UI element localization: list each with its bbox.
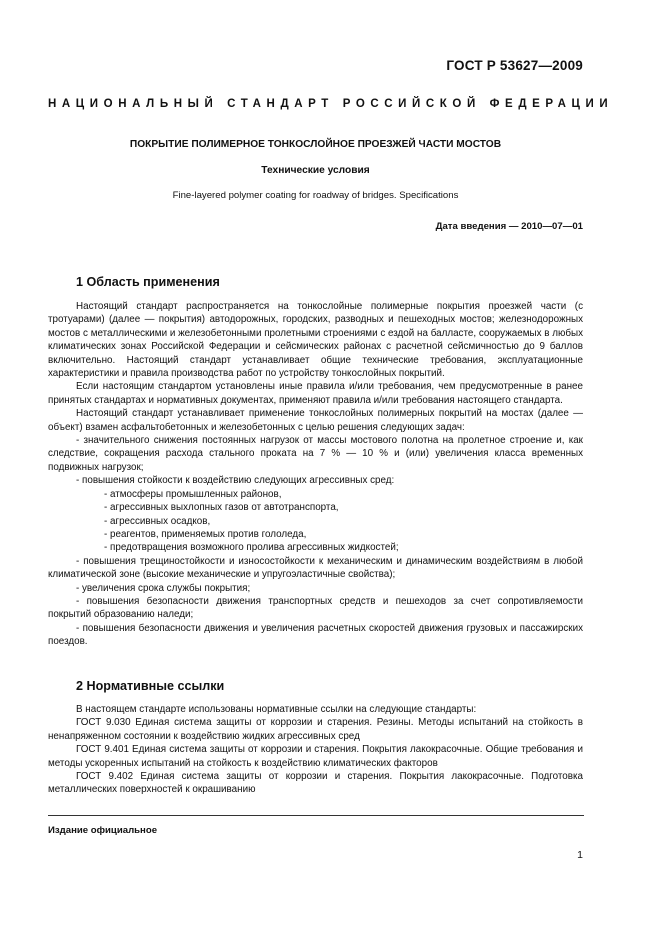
paragraph: Если настоящим стандартом установлены иные правила и/или требования, чем предусмотренные в ранее принятых стандартах и нормативных документах, применяют правила и/или требования настоящего стандарта.: [48, 381, 583, 406]
list-item: - повышения безопасности движения транспортных средств и пешеходов за счет сопротивляемости покрытий образованию наледи;: [48, 595, 583, 621]
list-item: - увеличения срока службы покрытия;: [76, 582, 251, 594]
section-1-heading: 1 Область применения: [76, 275, 220, 289]
sub-list-item: - атмосферы промышленных районов,: [104, 488, 282, 500]
sub-list-item: - агрессивных выхлопных газов от автотранспорта,: [104, 502, 339, 514]
paragraph: В настоящем стандарте использованы нормативные ссылки на следующие стандарты:: [76, 704, 477, 715]
english-title: Fine-layered polymer coating for roadway of bridges. Specifications: [172, 190, 459, 201]
introduction-date: Дата введения — 2010—07—01: [435, 221, 583, 232]
list-item: - повышения безопасности движения и увеличения расчетных скоростей движения грузовых и пассажирских поездов.: [48, 622, 583, 648]
paragraph: Настоящий стандарт распространяется на тонкослойные полимерные покрытия проезжей части (с тротуарами) (далее — покрытия) автодорожных, городских, разводных и пешеходных мостов; железнодорожных мостов с металлическими и железобетонными пролетными строениями с ездой на балласте, сооружаемых в любых климатических зонах Российской Федерации и сейсмических районах с расчетной сейсмичностью до 9 баллов включительно. Настоящий стандарт устанавливает общие технические требования, эксплуатационные характеристики и правила производства работ по устройству тонкослойных покрытий.: [48, 301, 583, 380]
sub-list-item: - предотвращения возможного пролива агрессивных жидкостей;: [104, 542, 399, 554]
document-subtitle: Технические условия: [261, 165, 370, 176]
list-item: - повышения трещиностойкости и износостойкости к механическим и динамическим воздействиям в любой климатической зоне (высокие механические и упругоэластичные свойства);: [48, 555, 583, 581]
list-item: - значительного снижения постоянных нагрузок от массы мостового полотна на пролетное строение и, как следствие, сокращения расхода стального проката на 7 % — 10 % и (или) увеличения класса временных подвижных нагрузок;: [48, 435, 583, 473]
paragraph: Настоящий стандарт устанавливает применение тонкослойных полимерных покрытий на мостах (далее — объект) взамен асфальтобетонных и железобетонных с целью решения следующих задач:: [48, 408, 583, 433]
section-2-body: [48, 703, 583, 797]
footer-divider: [48, 815, 584, 816]
sub-list-item: - агрессивных осадков,: [104, 515, 211, 527]
document-title: ПОКРЫТИЕ ПОЛИМЕРНОЕ ТОНКОСЛОЙНОЕ ПРОЕЗЖЕЙ ЧАСТИ МОСТОВ: [129, 139, 502, 150]
reference-item: ГОСТ 9.401 Единая система защиты от коррозии и старения. Покрытия лакокрасочные. Общие требования и методы ускоренных испытаний на стойкость к воздействию климатических факторов: [48, 744, 583, 769]
sub-list-item: - реагентов, применяемых против гололеда,: [104, 528, 307, 540]
national-standard-banner: НАЦИОНАЛЬНЫЙ СТАНДАРТ РОССИЙСКОЙ ФЕДЕРАЦИИ: [48, 98, 614, 110]
page-number: 1: [577, 849, 583, 861]
official-edition-label: Издание официальное: [48, 825, 158, 836]
standard-code: ГОСТ Р 53627—2009: [446, 58, 583, 73]
reference-item: ГОСТ 9.030 Единая система защиты от коррозии и старения. Резины. Методы испытаний на стойкость в ненапряженном состоянии к воздействию жидких агрессивных сред: [48, 717, 583, 742]
section-1-body: [48, 300, 583, 649]
section-2-heading: 2 Нормативные ссылки: [76, 679, 225, 693]
list-item: - повышения стойкости к воздействию следующих агрессивных сред:: [76, 475, 395, 487]
reference-item: ГОСТ 9.402 Единая система защиты от коррозии и старения. Покрытия лакокрасочные. Подготовка металлических поверхностей к окрашиванию: [48, 771, 583, 796]
